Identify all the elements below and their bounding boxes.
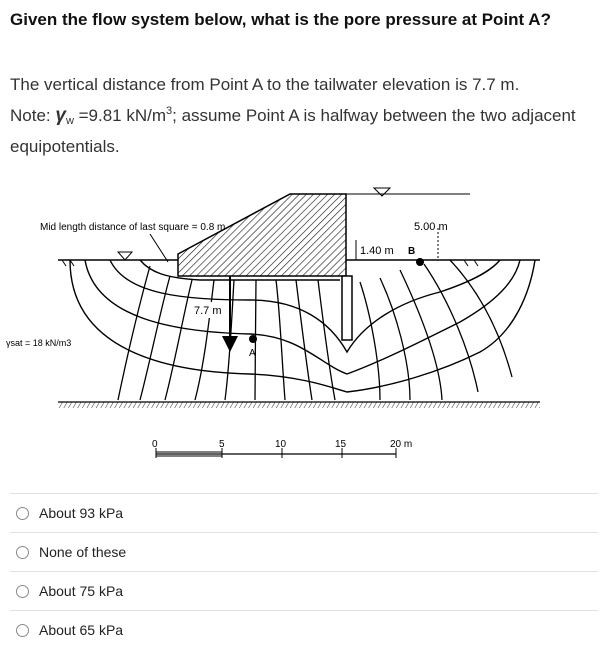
dam-body [178, 194, 346, 276]
question-title: Given the flow system below, what is the pore pressure at Point A? [10, 10, 551, 29]
scale-tick-10: 10 [275, 439, 287, 450]
question-description [10, 72, 602, 160]
option-label: About 65 kPa [39, 622, 124, 638]
equipotential-lines [118, 260, 512, 400]
gamma-symbol: γ [55, 105, 66, 126]
point-b-label: B [408, 246, 416, 257]
impermeable-layer [58, 402, 540, 408]
distance-label: 7.7 m [194, 305, 222, 317]
note-value: =9.81 kN/m [73, 106, 167, 125]
radio-button[interactable] [16, 507, 29, 520]
scale-tick-0: 0 [152, 439, 158, 450]
mid-length-label: Mid length distance of last square = 0.8 m [40, 222, 226, 233]
point-a-marker [249, 335, 257, 343]
radio-button[interactable] [16, 546, 29, 559]
scale-tick-20m: 20 m [390, 439, 413, 450]
option-about-75-kpa[interactable] [10, 571, 598, 610]
description-line-1: The vertical distance from Point A to the tailwater elevation is 7.7 m. [10, 75, 520, 94]
flow-lines [70, 260, 535, 392]
radio-button[interactable] [16, 585, 29, 598]
dim-140-label: 1.40 m [360, 245, 394, 257]
flow-net-figure [0, 182, 612, 482]
gamma-sat-label: γsat = 18 kN/m3 [6, 338, 72, 348]
option-about-93-kpa[interactable] [10, 493, 598, 532]
gamma-subscript: w [65, 115, 74, 127]
tailwater-triangle [374, 188, 390, 196]
option-label: About 75 kPa [39, 583, 124, 599]
option-none-of-these[interactable] [10, 532, 598, 571]
point-a-label: A [249, 348, 256, 359]
dim-500-label: 5.00 m [414, 221, 448, 233]
unit-superscript: 3 [166, 105, 173, 117]
cutoff-wall [342, 276, 352, 340]
radio-button[interactable] [16, 624, 29, 637]
answer-options [10, 493, 598, 649]
note-rest: ; assume Point A is halfway between the two adjacent equipotentials. [10, 106, 576, 156]
option-about-65-kpa[interactable] [10, 610, 598, 649]
description-note [10, 98, 602, 160]
scale-tick-5: 5 [219, 439, 225, 450]
scale-tick-15: 15 [335, 439, 347, 450]
note-prefix: Note: [10, 106, 56, 125]
option-label: About 93 kPa [39, 505, 124, 521]
point-b-marker [416, 258, 424, 266]
option-label: None of these [39, 544, 127, 560]
headwater-triangle [118, 252, 132, 260]
